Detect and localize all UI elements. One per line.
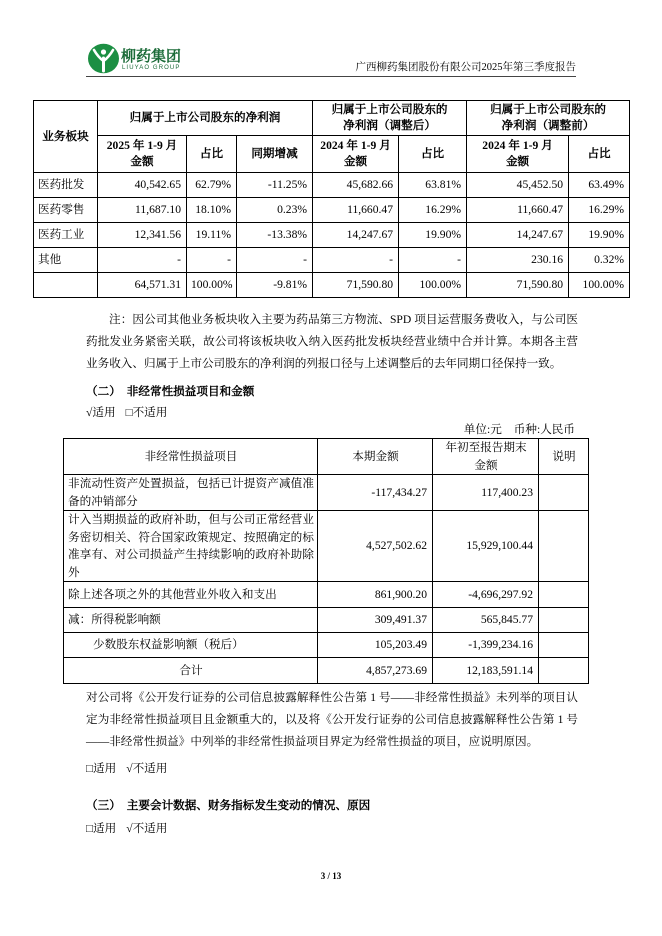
cell-unadjusted-share: 63.49%: [569, 173, 630, 198]
cell-current-share: 19.11%: [187, 223, 237, 248]
cell-remark: [539, 608, 589, 633]
section-2-heading: [86, 382, 254, 402]
table-total-row: [34, 273, 630, 298]
section-2-title: 非经常性损益项目和金额: [126, 385, 255, 398]
cell-current-amount: 309,491.37: [318, 608, 433, 633]
segment-profit-table: [33, 100, 630, 298]
cell-adjusted-amount: 14,247.67: [313, 223, 399, 248]
cell-adjusted-amount: -: [313, 248, 399, 273]
cell-adjusted-amount: 71,590.80: [313, 273, 399, 298]
cell-adjusted-share: 100.00%: [399, 273, 467, 298]
cell-ytd-amount: 117,400.23: [433, 475, 539, 511]
not-applicable-unchecked: □不适用: [125, 406, 168, 419]
header-adjusted-share: 占比: [399, 136, 467, 173]
explanation-applicability: [86, 759, 167, 779]
cell-adjusted-share: 19.90%: [399, 223, 467, 248]
unit-currency-line: [464, 421, 575, 439]
cell-segment: 医药批发: [34, 173, 98, 198]
table-row: [34, 248, 630, 273]
header-item: 非经常性损益项目: [64, 439, 318, 475]
cell-yoy-change: -: [237, 248, 313, 273]
report-title: 广西柳药集团股份有限公司2025年第三季度报告: [355, 62, 576, 73]
cell-adjusted-share: 63.81%: [399, 173, 467, 198]
cell-yoy-change: -9.81%: [237, 273, 313, 298]
cell-segment: 医药工业: [34, 223, 98, 248]
cell-segment-empty: [34, 273, 98, 298]
cell-current-amount: 105,203.49: [318, 633, 433, 658]
table-row: [64, 633, 589, 658]
cell-unadjusted-amount: 11,660.47: [467, 198, 569, 223]
cell-remark: [539, 582, 589, 608]
header-current-amount: 2025 年 1-9 月 金额: [98, 136, 187, 173]
logo-wordmark: 柳药集团: [121, 47, 182, 65]
cell-ytd-amount: 565,845.77: [433, 608, 539, 633]
applicable-unchecked: □适用: [86, 762, 117, 775]
cell-unadjusted-share: 19.90%: [569, 223, 630, 248]
header-unadjusted-share: 占比: [569, 136, 630, 173]
section-3-applicability: [86, 819, 167, 839]
cell-current-amount: 40,542.65: [98, 173, 187, 198]
table-row: [64, 582, 589, 608]
cell-ytd-amount: 12,183,591.14: [433, 658, 539, 684]
cell-item-total: 合计: [64, 658, 318, 684]
cell-yoy-change: -13.38%: [237, 223, 313, 248]
cell-current-share: 62.79%: [187, 173, 237, 198]
table-header-row: [64, 439, 589, 475]
page-number: 3 / 13: [320, 871, 342, 881]
not-applicable-checked: √不适用: [126, 822, 168, 835]
header-rule: [86, 76, 576, 77]
cell-adjusted-amount: 11,660.47: [313, 198, 399, 223]
header-segment: 业务板块: [34, 101, 98, 173]
table-header-row: [34, 101, 630, 136]
section-2-applicability: [86, 403, 167, 423]
header-group-current: 归属于上市公司股东的净利润: [98, 101, 313, 136]
cell-remark: [539, 658, 589, 684]
cell-adjusted-amount: 45,682.66: [313, 173, 399, 198]
header-remark: 说明: [539, 439, 589, 475]
cell-current-amount: -117,434.27: [318, 475, 433, 511]
cell-item: 减：所得税影响额: [64, 608, 318, 633]
cell-item: 除上述各项之外的其他营业外收入和支出: [64, 582, 318, 608]
cell-current-amount: 64,571.31: [98, 273, 187, 298]
cell-yoy-change: 0.23%: [237, 198, 313, 223]
cell-current-amount: 4,857,273.69: [318, 658, 433, 684]
non-recurring-items-table: [63, 438, 589, 684]
table-total-row: [64, 658, 589, 684]
non-recurring-explanation: 对公司将《公开发行证券的公司信息披露解释性公告第 1 号——非经常性损益》未列举的项目认定为非经常性损益项目且金额重大的，以及将《公开发行证券的公司信息披露解释性公告第 1 号——非经常性损益》中列举的非经常性损益项目界定为经常性损益的项目，应说明原因。: [86, 691, 578, 748]
cell-current-amount: 861,900.20: [318, 582, 433, 608]
company-logo-icon: [87, 43, 120, 74]
section-3-heading: [86, 796, 370, 816]
applicable-checked: √适用: [86, 406, 116, 419]
table-row: [64, 608, 589, 633]
cell-unadjusted-amount: 71,590.80: [467, 273, 569, 298]
logo-subtitle: LIUYAO GROUP: [122, 65, 181, 71]
cell-current-amount: 4,527,502.62: [318, 511, 433, 582]
cell-adjusted-share: 16.29%: [399, 198, 467, 223]
cell-remark: [539, 475, 589, 511]
applicable-unchecked: □适用: [86, 822, 117, 835]
cell-current-share: -: [187, 248, 237, 273]
header-group-adjusted: 归属于上市公司股东的 净利润（调整后）: [313, 101, 467, 136]
table-subheader-row: [34, 136, 630, 173]
cell-segment: 其他: [34, 248, 98, 273]
header-current-share: 占比: [187, 136, 237, 173]
header-group-unadjusted: 归属于上市公司股东的 净利润（调整前）: [467, 101, 630, 136]
cell-ytd-amount: -1,399,234.16: [433, 633, 539, 658]
cell-ytd-amount: 15,929,100.44: [433, 511, 539, 582]
header-adjusted-amount: 2024 年 1-9 月 金额: [313, 136, 399, 173]
header-ytd-amount: 年初至报告期末 金额: [433, 439, 539, 475]
cell-item: 非流动性资产处置损益，包括已计提资产减值准备的冲销部分: [64, 475, 318, 511]
cell-current-amount: -: [98, 248, 187, 273]
cell-current-amount: 11,687.10: [98, 198, 187, 223]
header-unadjusted-amount: 2024 年 1-9 月 金额: [467, 136, 569, 173]
cell-unadjusted-amount: 14,247.67: [467, 223, 569, 248]
cell-unadjusted-share: 0.32%: [569, 248, 630, 273]
cell-unadjusted-amount: 45,452.50: [467, 173, 569, 198]
header-yoy-change: 同期增减: [237, 136, 313, 173]
table-row: [64, 475, 589, 511]
cell-unadjusted-amount: 230.16: [467, 248, 569, 273]
unit-label: 单位:元: [463, 423, 502, 436]
table-row: [34, 173, 630, 198]
not-applicable-checked: √不适用: [126, 762, 168, 775]
cell-item: 少数股东权益影响额（税后）: [64, 633, 318, 658]
section-3-title: 主要会计数据、财务指标发生变动的情况、原因: [126, 799, 371, 812]
cell-adjusted-share: -: [399, 248, 467, 273]
cell-unadjusted-share: 16.29%: [569, 198, 630, 223]
table-row: [64, 511, 589, 582]
cell-current-share: 100.00%: [187, 273, 237, 298]
cell-yoy-change: -11.25%: [237, 173, 313, 198]
cell-remark: [539, 511, 589, 582]
cell-ytd-amount: -4,696,297.92: [433, 582, 539, 608]
cell-remark: [539, 633, 589, 658]
table-row: [34, 198, 630, 223]
section-2-number: （二）: [86, 385, 121, 398]
cell-unadjusted-share: 100.00%: [569, 273, 630, 298]
cell-segment: 医药零售: [34, 198, 98, 223]
segment-note: 注：因公司其他业务板块收入主要为药品第三方物流、SPD 项目运营服务费收入，与公司医药批发业务紧密关联，故公司将该板块收入纳入医药批发板块经营业绩中合并计算。本期各主营业务收入、归属于上市公司股东的净利润的列报口径与上述调整后的去年同期口径保持一致。: [86, 313, 578, 370]
cell-item: 计入当期损益的政府补助，但与公司正常经营业务密切相关、符合国家政策规定、按照确定的标准享有、对公司损益产生持续影响的政府补助除外: [64, 511, 318, 582]
cell-current-share: 18.10%: [187, 198, 237, 223]
cell-current-amount: 12,341.56: [98, 223, 187, 248]
currency-label: 币种:人民币: [513, 423, 575, 436]
header-current-amount: 本期金额: [318, 439, 433, 475]
table-row: [34, 223, 630, 248]
section-3-number: （三）: [86, 799, 121, 812]
